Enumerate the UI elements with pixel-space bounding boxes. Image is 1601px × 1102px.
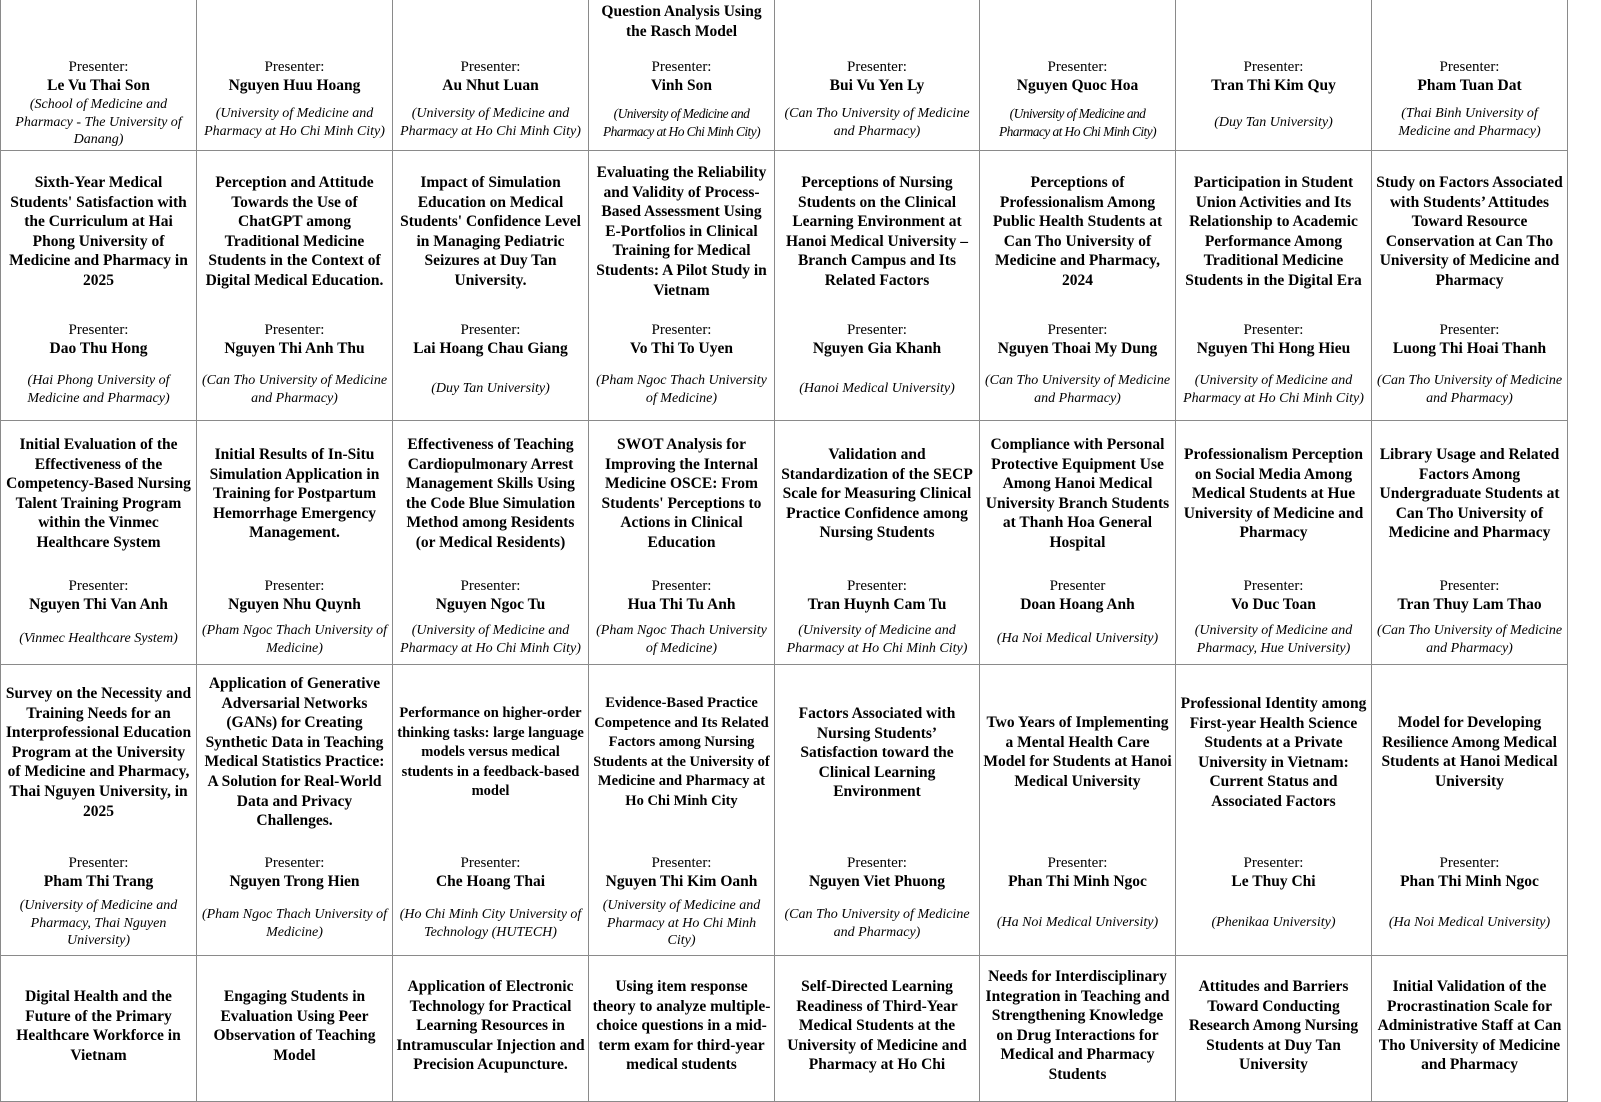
presenter-label: Presenter: (1439, 578, 1500, 594)
presenter-name: Doan Hoang Anh (1020, 596, 1135, 613)
presenter-affiliation: (Hai Phong University of Medicine and Pharmacy) (27, 373, 170, 406)
schedule-cell (980, 151, 1176, 421)
schedule-cell (1176, 151, 1372, 421)
schedule-cell (1372, 421, 1568, 665)
abstract-title: Initial Evaluation of the Effectiveness of the Competency-Based Nursing Talent Training Program within the Vinmec Healthcare System (6, 436, 191, 551)
presenter-label: Presenter: (1047, 322, 1108, 338)
presenter-label: Presenter: (1439, 855, 1500, 871)
schedule-cell (0, 151, 197, 421)
schedule-cell (980, 956, 1176, 1102)
schedule-cell (197, 0, 393, 151)
presenter-label: Presenter: (68, 59, 129, 75)
presenter-affiliation: (Thai Binh University of Medicine and Pharmacy) (1398, 106, 1541, 139)
schedule-cell (1372, 956, 1568, 1102)
presenter-name: Phan Thi Minh Ngoc (1008, 873, 1147, 890)
abstract-title: Factors Associated with Nursing Students’ Satisfaction toward the Clinical Learning Environment (798, 705, 956, 801)
presenter-name: Le Vu Thai Son (47, 77, 150, 94)
schedule-cell (775, 956, 980, 1102)
presenter-affiliation: (Duy Tan University) (431, 381, 550, 396)
abstract-title: Attitudes and Barriers Toward Conducting Research Among Nursing Students at Duy Tan University (1188, 978, 1359, 1074)
presenter-name: Vo Thi To Uyen (630, 340, 733, 357)
presenter-label: Presenter: (68, 578, 129, 594)
presenter-affiliation: (University of Medicine and Pharmacy at Ho Chi Minh City) (999, 106, 1156, 139)
schedule-cell (393, 665, 589, 956)
presenter-label: Presenter: (1439, 322, 1500, 338)
presenter-label: Presenter: (1243, 59, 1304, 75)
schedule-cell (589, 421, 775, 665)
presenter-affiliation: (University of Medicine and Pharmacy, Thai Nguyen University) (19, 898, 178, 948)
schedule-cell (1372, 665, 1568, 956)
schedule-cell (1176, 421, 1372, 665)
presenter-label: Presenter: (460, 578, 521, 594)
presenter-affiliation: (School of Medicine and Pharmacy - The University of Danang) (15, 97, 182, 147)
abstract-title: Perception and Attitude Towards the Use of ChatGPT among Traditional Medicine Students in the Context of Digital Medical Education. (205, 174, 384, 289)
presenter-name: Nguyen Thi Anh Thu (224, 340, 365, 357)
abstract-title: Two Years of Implementing a Mental Health Care Model for Students at Hanoi Medical University (983, 714, 1172, 790)
abstract-title: Effectiveness of Teaching Cardiopulmonary Arrest Management Skills Using the Code Blue Simulation Method among Residents (or Medical Residents) (405, 436, 576, 551)
abstract-title: Validation and Standardization of the SECP Scale for Measuring Clinical Practice Confidence among Nursing Students (781, 446, 973, 542)
abstract-title: Study on Factors Associated with Students’ Attitudes Toward Resource Conservation at Can Tho University of Medicine and Pharmacy (1376, 174, 1563, 289)
presenter-name: Au Nhut Luan (442, 77, 539, 94)
schedule-cell (393, 421, 589, 665)
presenter-affiliation: (University of Medicine and Pharmacy at Ho Chi Minh City) (602, 898, 761, 948)
presenter-name: Nguyen Thi Hong Hieu (1196, 340, 1351, 357)
presenter-affiliation: (Can Tho University of Medicine and Pharmacy) (201, 373, 388, 406)
presenter-name: Vo Duc Toan (1231, 596, 1316, 613)
schedule-cell (1372, 0, 1568, 151)
presenter-name: Tran Huynh Cam Tu (807, 596, 947, 613)
presenter-label: Presenter: (460, 322, 521, 338)
presenter-name: Nguyen Thi Van Anh (29, 596, 168, 613)
presenter-affiliation: (Can Tho University of Medicine and Pharmacy) (1376, 373, 1563, 406)
schedule-cell (980, 0, 1176, 151)
presenter-affiliation: (University of Medicine and Pharmacy, Hue University) (1194, 623, 1353, 656)
presenter-label: Presenter: (264, 322, 325, 338)
schedule-cell (775, 151, 980, 421)
presenter-label: Presenter: (1243, 855, 1304, 871)
presenter-label: Presenter: (651, 59, 712, 75)
abstract-title: Question Analysis Using the Rasch Model (601, 3, 762, 40)
abstract-title: Perceptions of Professionalism Among Public Health Students at Can Tho University of Medicine and Pharmacy, 2024 (992, 174, 1163, 289)
schedule-cell (775, 421, 980, 665)
presenter-affiliation: (University of Medicine and Pharmacy at Ho Chi Minh City) (1183, 373, 1364, 406)
schedule-cell (775, 0, 980, 151)
presenter-name: Nguyen Gia Khanh (812, 340, 942, 357)
abstract-title: Impact of Simulation Education on Medical Students' Confidence Level in Managing Pediatric Seizures at Duy Tan University. (400, 174, 581, 289)
presenter-affiliation: (Ha Noi Medical University) (996, 915, 1159, 930)
schedule-cell (197, 151, 393, 421)
presenter-affiliation: (University of Medicine and Pharmacy at Ho Chi Minh City) (204, 106, 385, 139)
presenter-label: Presenter: (651, 855, 712, 871)
presenter-label: Presenter (1049, 578, 1106, 594)
presenter-name: Tran Thi Kim Quy (1211, 77, 1336, 94)
abstract-title: Model for Developing Resilience Among Medical Students at Hanoi Medical University (1381, 714, 1558, 790)
abstract-title: Sixth-Year Medical Students' Satisfaction with the Curriculum at Hai Phong University of Medicine and Pharmacy in 2025 (9, 174, 188, 289)
presenter-name: Bui Vu Yen Ly (829, 77, 925, 94)
schedule-cell (589, 665, 775, 956)
presenter-label: Presenter: (460, 59, 521, 75)
presenter-name: Pham Thi Trang (43, 873, 154, 890)
presenter-label: Presenter: (68, 855, 129, 871)
presenter-label: Presenter: (460, 855, 521, 871)
presenter-name: Le Thuy Chi (1231, 873, 1316, 890)
schedule-cell (393, 0, 589, 151)
schedule-cell (393, 151, 589, 421)
abstract-title: Using item response theory to analyze multiple-choice questions in a mid-term exam for third-year medical students (592, 978, 771, 1074)
schedule-cell (1372, 151, 1568, 421)
presenter-label: Presenter: (1243, 322, 1304, 338)
presenter-name: Tran Thuy Lam Thao (1397, 596, 1542, 613)
presenter-affiliation: (Phenikaa University) (1211, 915, 1336, 930)
schedule-cell (197, 421, 393, 665)
presenter-affiliation: (University of Medicine and Pharmacy at Ho Chi Minh City) (603, 106, 760, 139)
presenter-affiliation: (University of Medicine and Pharmacy at Ho Chi Minh City) (400, 106, 581, 139)
abstract-title: Application of Generative Adversarial Networks (GANs) for Creating Synthetic Data in Teaching Medical Statistics Practice: A Solution for Real-World Data and Privacy Challenges. (204, 675, 385, 830)
presenter-name: Nguyen Quoc Hoa (1016, 77, 1139, 94)
presenter-affiliation: (University of Medicine and Pharmacy at Ho Chi Minh City) (400, 623, 581, 656)
presenter-name: Che Hoang Thai (435, 873, 546, 890)
presenter-affiliation: (Can Tho University of Medicine and Pharmacy) (784, 106, 970, 139)
presenter-affiliation: (Can Tho University of Medicine and Pharmacy) (1376, 623, 1563, 656)
presenter-label: Presenter: (1047, 59, 1108, 75)
presenter-label: Presenter: (68, 322, 129, 338)
presenter-affiliation: (Pham Ngoc Thach University of Medicine) (201, 907, 388, 940)
abstract-title: Needs for Interdisciplinary Integration in Teaching and Strengthening Knowledge on Drug Interactions for Medical and Pharmacy Students (985, 968, 1170, 1083)
presenter-affiliation: (Duy Tan University) (1214, 115, 1333, 130)
abstract-title: Participation in Student Union Activities and Its Relationship to Academic Performance Among Traditional Medicine Students in the Digital Era (1185, 174, 1362, 289)
abstract-title: Professional Identity among First-year Health Science Students at a Private University in Vietnam: Current Status and Associated Factors (1180, 695, 1367, 810)
presenter-affiliation: (Ho Chi Minh City University of Technology (HUTECH) (399, 907, 582, 940)
presenter-label: Presenter: (651, 322, 712, 338)
presenter-name: Vinh Son (650, 77, 713, 94)
presenter-affiliation: (University of Medicine and Pharmacy at Ho Chi Minh City) (786, 623, 968, 656)
presenter-name: Nguyen Thi Kim Oanh (605, 873, 758, 890)
schedule-cell (980, 665, 1176, 956)
schedule-cell (0, 0, 197, 151)
abstract-title: Digital Health and the Future of the Primary Healthcare Workforce in Vietnam (16, 988, 181, 1064)
abstract-title: Library Usage and Related Factors Among Undergraduate Students at Can Tho University of Medicine and Pharmacy (1379, 446, 1560, 542)
abstract-title: Professionalism Perception on Social Media Among Medical Students at Hue University of Medicine and Pharmacy (1183, 446, 1364, 542)
presenter-name: Nguyen Nhu Quynh (228, 596, 361, 613)
schedule-cell (1176, 956, 1372, 1102)
abstract-title: Performance on higher-order thinking tasks: large language models versus medical students in a feedback-based model (397, 705, 584, 800)
presenter-affiliation: (Ha Noi Medical University) (1388, 915, 1551, 930)
abstract-title: Survey on the Necessity and Training Needs for an Interprofessional Education Program at the University of Medicine and Pharmacy, Thai Nguyen University, in 2025 (5, 685, 192, 820)
presenter-affiliation: (Vinmec Healthcare System) (19, 631, 178, 646)
presenter-name: Pham Tuan Dat (1417, 77, 1522, 94)
presenter-name: Nguyen Huu Hoang (228, 77, 361, 94)
presenter-label: Presenter: (651, 578, 712, 594)
abstract-title: Perceptions of Nursing Students on the Clinical Learning Environment at Hanoi Medical University – Branch Campus and Its Related Factors (785, 174, 969, 289)
schedule-cell (0, 665, 197, 956)
presenter-label: Presenter: (847, 578, 907, 594)
schedule-cell (589, 151, 775, 421)
presenter-label: Presenter: (847, 322, 907, 338)
schedule-cell (1176, 665, 1372, 956)
presenter-name: Phan Thi Minh Ngoc (1400, 873, 1539, 890)
presenter-name: Nguyen Ngoc Tu (435, 596, 546, 613)
presenter-affiliation: (Can Tho University of Medicine and Pharmacy) (784, 907, 970, 940)
schedule-cell (197, 956, 393, 1102)
schedule-cell (589, 0, 775, 151)
schedule-cell (0, 421, 197, 665)
presenter-name: Luong Thi Hoai Thanh (1392, 340, 1547, 357)
abstract-title: Self-Directed Learning Readiness of Third-Year Medical Students at the University of Medicine and Pharmacy at Ho Chi (787, 978, 967, 1074)
presenter-name: Nguyen Thoai My Dung (997, 340, 1158, 357)
presenter-label: Presenter: (264, 578, 325, 594)
presenter-affiliation: (Can Tho University of Medicine and Pharmacy) (984, 373, 1171, 406)
abstract-title: Evaluating the Reliability and Validity of Process-Based Assessment Using E-Portfolios in Clinical Training for Medical Students: A Pilot Study in Vietnam (596, 164, 767, 299)
presenter-name: Dao Thu Hong (49, 340, 148, 357)
presenter-name: Nguyen Trong Hien (229, 873, 360, 890)
schedule-cell (980, 421, 1176, 665)
presenter-affiliation: (Hanoi Medical University) (799, 381, 955, 396)
presenter-label: Presenter: (264, 855, 325, 871)
schedule-cell (589, 956, 775, 1102)
presenter-affiliation: (Ha Noi Medical University) (996, 631, 1159, 646)
presenter-name: Nguyen Viet Phuong (808, 873, 946, 890)
presenter-label: Presenter: (1243, 578, 1304, 594)
abstract-title: Engaging Students in Evaluation Using Peer Observation of Teaching Model (213, 988, 376, 1064)
abstract-title: Application of Electronic Technology for Practical Learning Resources in Intramuscular Injection and Precision Acupuncture. (396, 978, 585, 1074)
abstract-title: Evidence-Based Practice Competence and Its Related Factors among Nursing Students at the University of Medicine and Pharmacy at Ho Chi Minh City (593, 695, 770, 809)
schedule-cell (0, 956, 197, 1102)
schedule-cell (197, 665, 393, 956)
presenter-affiliation: (Pham Ngoc Thach University of Medicine) (596, 373, 767, 406)
presenter-label: Presenter: (1439, 59, 1500, 75)
presenter-affiliation: (Pham Ngoc Thach University of Medicine) (201, 623, 388, 656)
schedule-cell (393, 956, 589, 1102)
schedule-cell (775, 665, 980, 956)
presenter-name: Hua Thi Tu Anh (627, 596, 736, 613)
abstract-title: Initial Validation of the Procrastination Scale for Administrative Staff at Can Tho University of Medicine and Pharmacy (1377, 978, 1562, 1074)
presenter-label: Presenter: (847, 59, 907, 75)
presenter-name: Lai Hoang Chau Giang (413, 340, 568, 357)
abstract-title: Initial Results of In-Situ Simulation Application in Training for Postpartum Hemorrhage Emergency Management. (209, 446, 380, 542)
abstract-title: SWOT Analysis for Improving the Internal Medicine OSCE: From Students' Perceptions to Actions in Clinical Education (601, 436, 762, 551)
schedule-cell (1176, 0, 1372, 151)
presenter-affiliation: (Pham Ngoc Thach University of Medicine) (596, 623, 767, 656)
presenter-label: Presenter: (1047, 855, 1108, 871)
presenter-label: Presenter: (264, 59, 325, 75)
abstract-title: Compliance with Personal Protective Equipment Use Among Hanoi Medical University Branch Students at Thanh Hoa General Hospital (985, 436, 1170, 551)
presenter-label: Presenter: (847, 855, 907, 871)
